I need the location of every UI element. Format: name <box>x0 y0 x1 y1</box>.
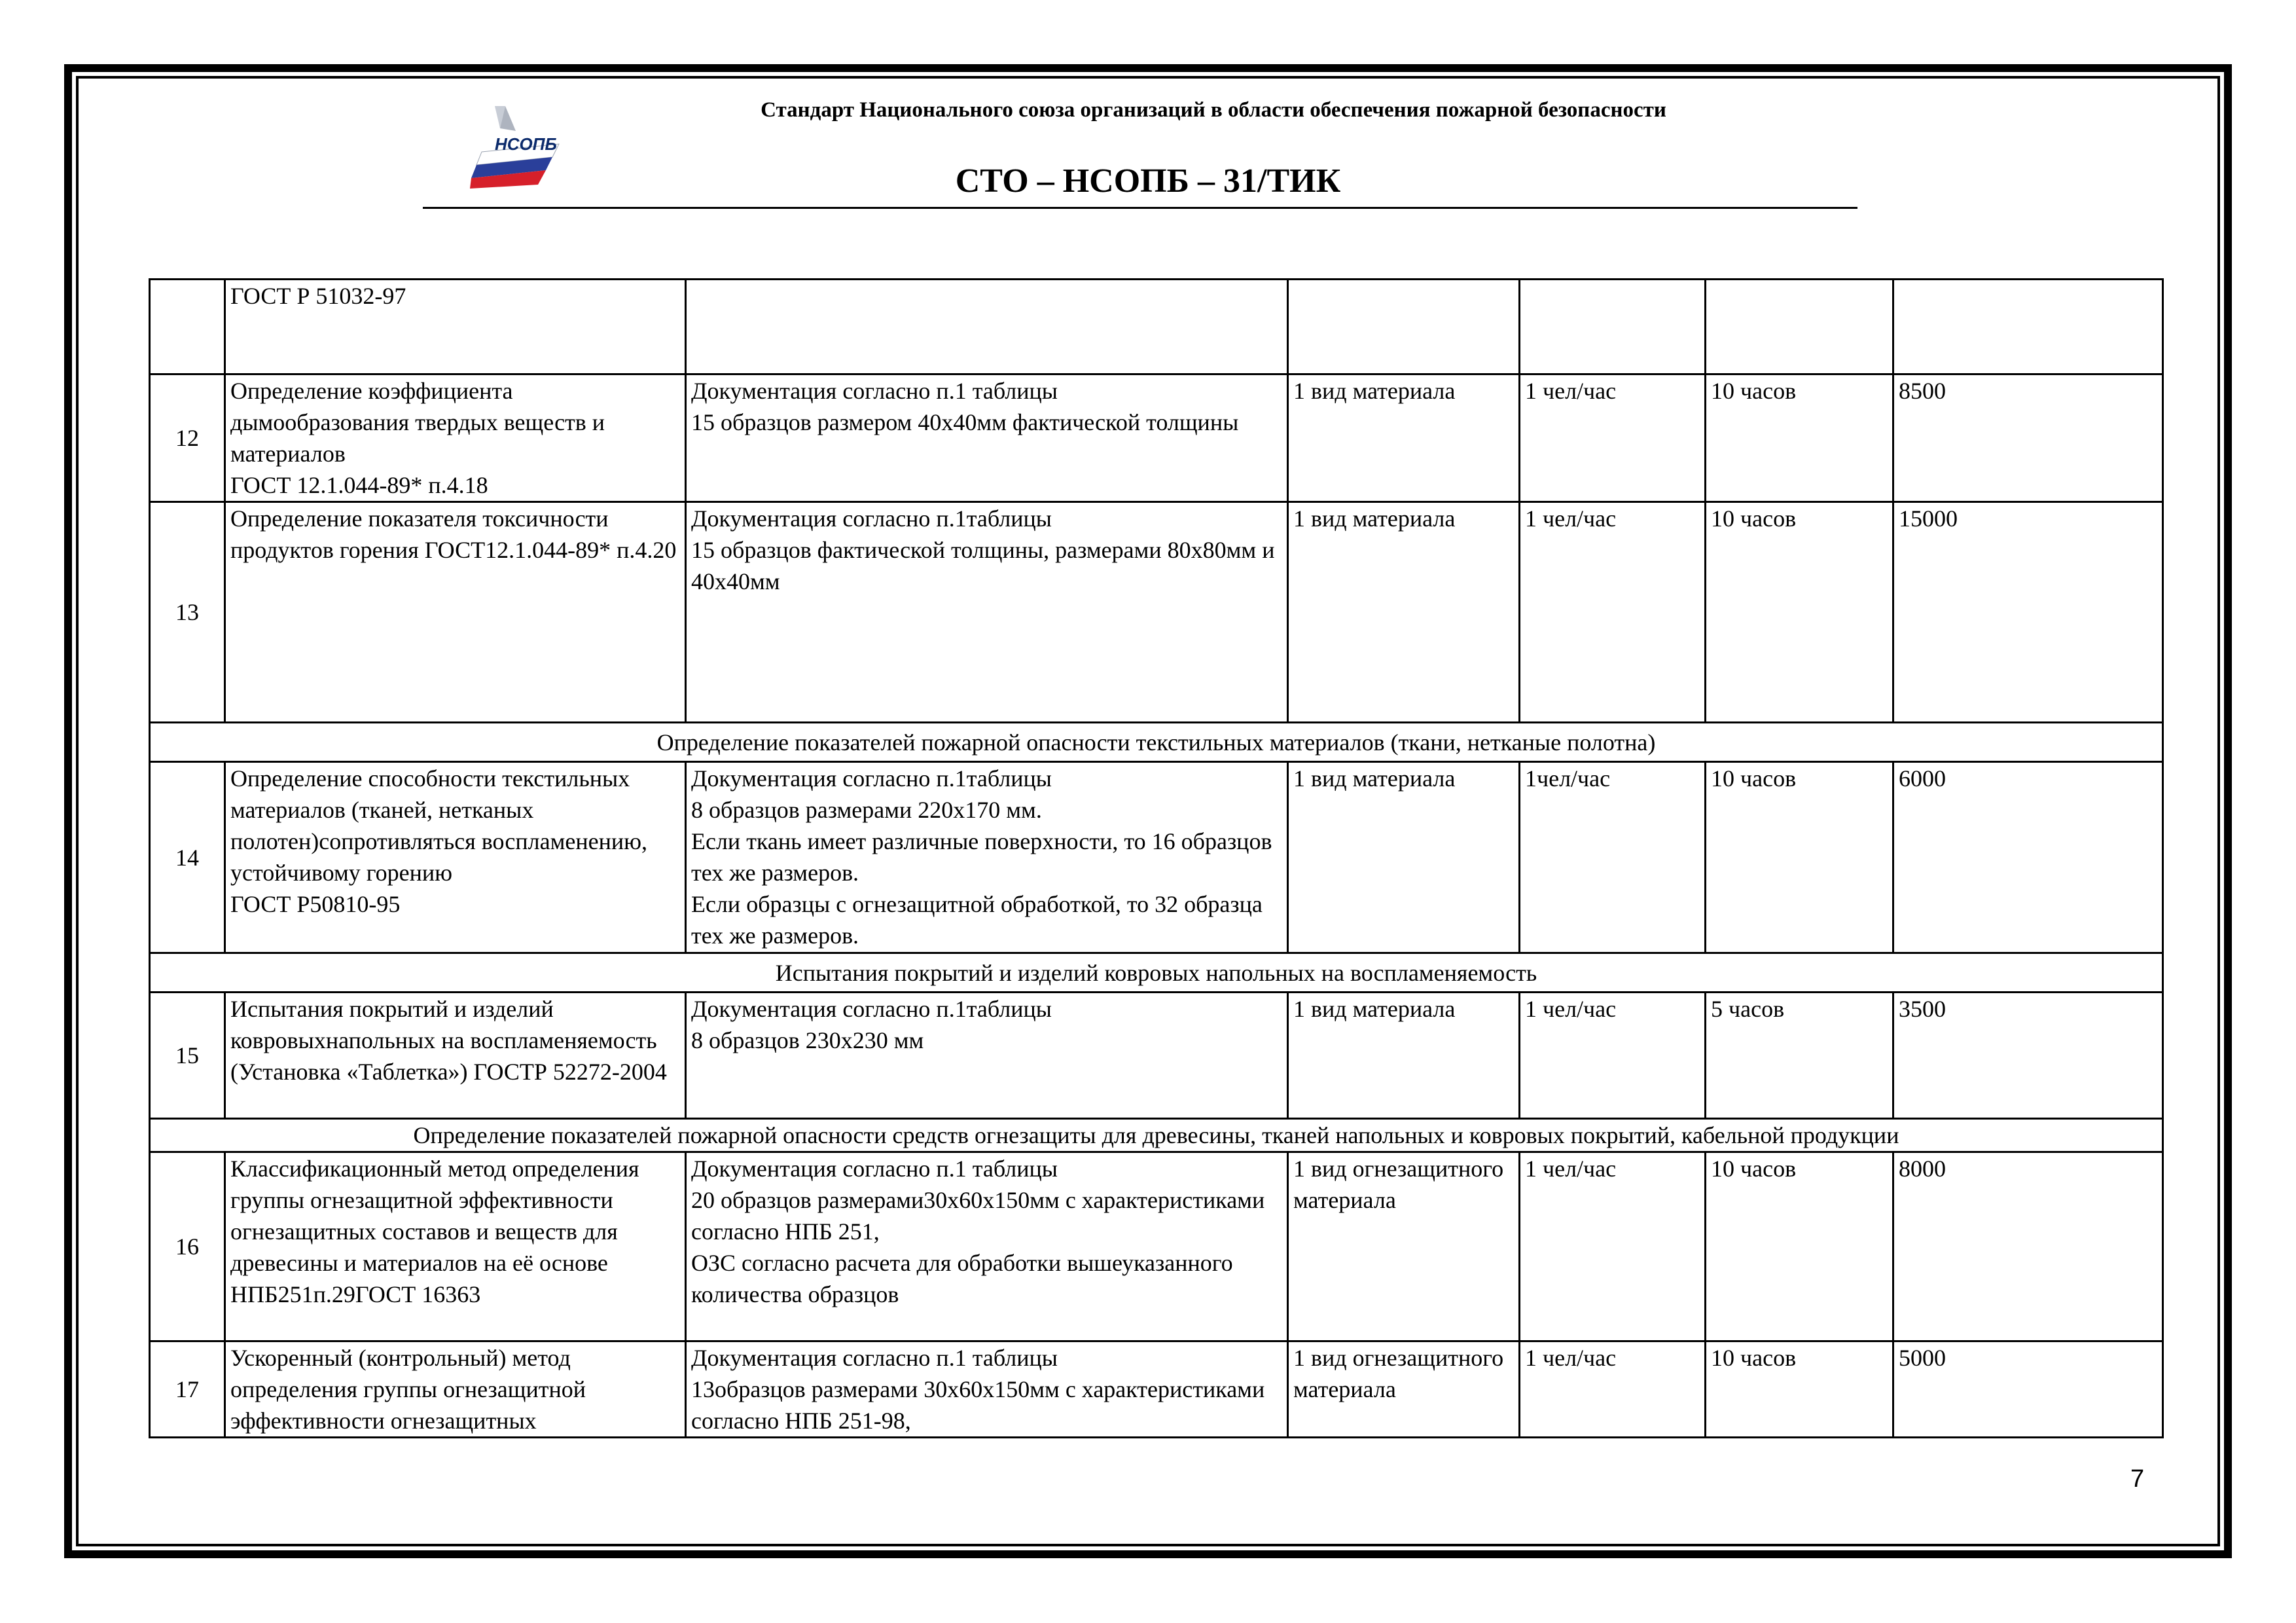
labor-cell: 1 чел/час <box>1520 993 1706 1119</box>
duration-cell: 10 часов <box>1706 374 1893 502</box>
price-cell: 8000 <box>1893 1152 2163 1341</box>
organization-title: Стандарт Национального союза организаций в области обеспечения пожарной безопасности <box>761 98 1666 122</box>
duration-cell: 5 часов <box>1706 993 1893 1119</box>
row-number: 13 <box>150 502 225 723</box>
labor-cell: 1 чел/час <box>1520 502 1706 723</box>
duration-cell: 10 часов <box>1706 762 1893 953</box>
unit-cell: 1 вид материала <box>1288 993 1520 1119</box>
test-name: Испытания покрытий и изделий ковровыхнапольных на воспламеняемость (Установка «Таблетка») ГОСТР 52272-2004 <box>225 993 686 1119</box>
test-name: ГОСТ Р 51032-97 <box>225 280 686 374</box>
sample-requirements: Документация согласно п.1 таблицы 15 образцов размером 40х40мм фактической толщины <box>686 374 1288 502</box>
sample-requirements: Документация согласно п.1таблицы 15 образцов фактической толщины, размерами 80х80мм и 40х40мм <box>686 502 1288 723</box>
price-cell: 8500 <box>1893 374 2163 502</box>
sample-requirements: Документация согласно п.1 таблицы 20 образцов размерами30х60х150мм с характеристиками согласно НПБ 251, ОЗС согласно расчета для обработки вышеуказанного количества образцов <box>686 1152 1288 1341</box>
labor-cell: 1 чел/час <box>1520 374 1706 502</box>
price-cell: 3500 <box>1893 993 2163 1119</box>
section-row <box>150 1119 2163 1152</box>
unit-cell <box>1288 280 1520 374</box>
unit-cell: 1 вид материала <box>1288 762 1520 953</box>
unit-cell: 1 вид огнезащитного материала <box>1288 1341 1520 1438</box>
labor-cell: 1 чел/час <box>1520 1152 1706 1341</box>
section-heading: Определение показателей пожарной опасности текстильных материалов (ткани, нетканые полотна) <box>150 723 2163 762</box>
price-cell: 5000 <box>1893 1341 2163 1438</box>
price-cell <box>1893 280 2163 374</box>
sample-requirements: Документация согласно п.1 таблицы 13образцов размерами 30х60х150мм с характеристиками согласно НПБ 251-98, <box>686 1341 1288 1438</box>
table-row <box>150 502 2163 723</box>
table-row <box>150 280 2163 374</box>
table-row <box>150 993 2163 1119</box>
unit-cell: 1 вид материала <box>1288 374 1520 502</box>
sample-requirements: Документация согласно п.1таблицы 8 образцов размерами 220х170 мм. Если ткань имеет различные поверхности, то 16 образцов тех же размеров. Если образцы с огнезащитной обработкой, то 32 образца тех же размеров. <box>686 762 1288 953</box>
unit-cell: 1 вид материала <box>1288 502 1520 723</box>
test-name: Определение показателя токсичности продуктов горения ГОСТ12.1.044-89* п.4.20 <box>225 502 686 723</box>
test-name: Определение способности текстильных материалов (тканей, нетканых полотен)сопротивляться воспламенению, устойчивому горению ГОСТ Р50810-95 <box>225 762 686 953</box>
table-row <box>150 1341 2163 1438</box>
sample-requirements <box>686 280 1288 374</box>
duration-cell: 10 часов <box>1706 1341 1893 1438</box>
header-rule <box>423 207 1857 209</box>
logo-text: НСОПБ <box>495 134 557 154</box>
test-name: Ускоренный (контрольный) метод определения группы огнезащитной эффективности огнезащитных <box>225 1341 686 1438</box>
section-row <box>150 723 2163 762</box>
unit-cell: 1 вид огнезащитного материала <box>1288 1152 1520 1341</box>
test-price-table <box>149 278 2164 1438</box>
duration-cell <box>1706 280 1893 374</box>
table-row <box>150 1152 2163 1341</box>
test-name: Определение коэффициента дымообразования твердых веществ и материалов ГОСТ 12.1.044-89* п.4.18 <box>225 374 686 502</box>
labor-cell <box>1520 280 1706 374</box>
row-number: 17 <box>150 1341 225 1438</box>
row-number: 12 <box>150 374 225 502</box>
table-row <box>150 762 2163 953</box>
duration-cell: 10 часов <box>1706 1152 1893 1341</box>
test-name: Классификационный метод определения группы огнезащитной эффективности огнезащитных составов и веществ для древесины и материалов на её основе НПБ251п.29ГОСТ 16363 <box>225 1152 686 1341</box>
labor-cell: 1чел/час <box>1520 762 1706 953</box>
section-heading: Определение показателей пожарной опасности средств огнезащиты для древесины, тканей напольных и ковровых покрытий, кабельной продукции <box>150 1119 2163 1152</box>
row-number: 16 <box>150 1152 225 1341</box>
table-row <box>150 374 2163 502</box>
price-cell: 6000 <box>1893 762 2163 953</box>
duration-cell: 10 часов <box>1706 502 1893 723</box>
labor-cell: 1 чел/час <box>1520 1341 1706 1438</box>
sample-requirements: Документация согласно п.1таблицы 8 образцов 230х230 мм <box>686 993 1288 1119</box>
standard-code-title: СТО – НСОПБ – 31/ТИК <box>955 162 1341 200</box>
page-number: 7 <box>2130 1465 2145 1493</box>
section-row <box>150 953 2163 993</box>
row-number: 14 <box>150 762 225 953</box>
section-heading: Испытания покрытий и изделий ковровых напольных на воспламеняемость <box>150 953 2163 993</box>
price-cell: 15000 <box>1893 502 2163 723</box>
row-number <box>150 280 225 374</box>
row-number: 15 <box>150 993 225 1119</box>
